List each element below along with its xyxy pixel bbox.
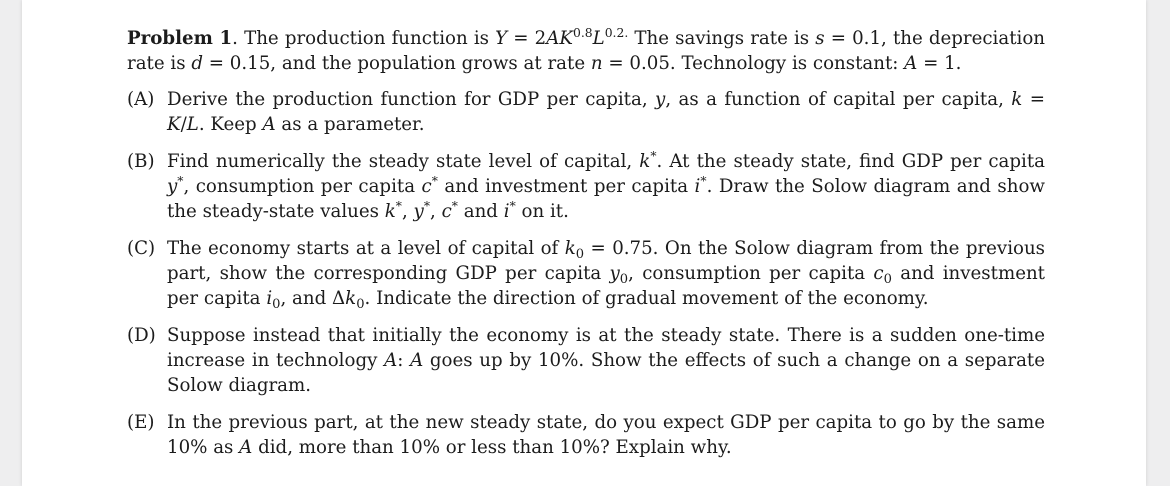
document-page (22, 0, 1146, 486)
part-text: In the previous part, at the new steady state, do you expect GDP per capita to go by the same 10% as A did, more than 10% or less than 10%? Explain why. (167, 412, 1045, 458)
part-text: The economy starts at a level of capital of $k_0 = 0.75$. On the Solow diagram from the previous part, show the corresponding GDP per capita $y_0$, consumption per capita $c_0$ and investment per capita $i_0$, and $\Delta k_0$. Indicate the direction of gradual movement of the economy. (167, 238, 1046, 312)
part-text: Suppose instead that initially the economy is at the steady state. There is a sudden one-time increase in technology A: A goes up by 10%. Show the effects of such a change on a separate Solow diagram. (167, 325, 1045, 396)
part-a (127, 87, 1045, 137)
part-c (127, 236, 1045, 311)
part-label: (E) (127, 412, 155, 433)
part-label: (B) (127, 151, 155, 172)
part-label: (C) (127, 238, 156, 259)
part-d (127, 323, 1045, 398)
part-label: (D) (127, 325, 156, 346)
problem-intro: Problem 1. The production function is $Y = 2AK^{0.8}L^{0.2.}$ The savings rate is s = 0.1, the depreciation rate is d = 0.15, and the population grows at rate n = 0.05. Technology is constant: A = 1. (127, 26, 1046, 74)
problem-content (127, 26, 1045, 472)
part-label: (A) (127, 89, 155, 110)
part-e (127, 410, 1045, 460)
part-text: Find numerically the steady state level of capital, k*. At the steady state, find GDP per capita y*, consumption per capita c* and investment per capita i*. Draw the Solow diagram and show the steady-state values k*, y*, c* and i* on it. (167, 149, 1045, 222)
part-b (127, 149, 1045, 224)
part-text: Derive the production function for GDP per capita, y, as a function of capital per capita, k = K/L. Keep A as a parameter. (167, 89, 1045, 135)
